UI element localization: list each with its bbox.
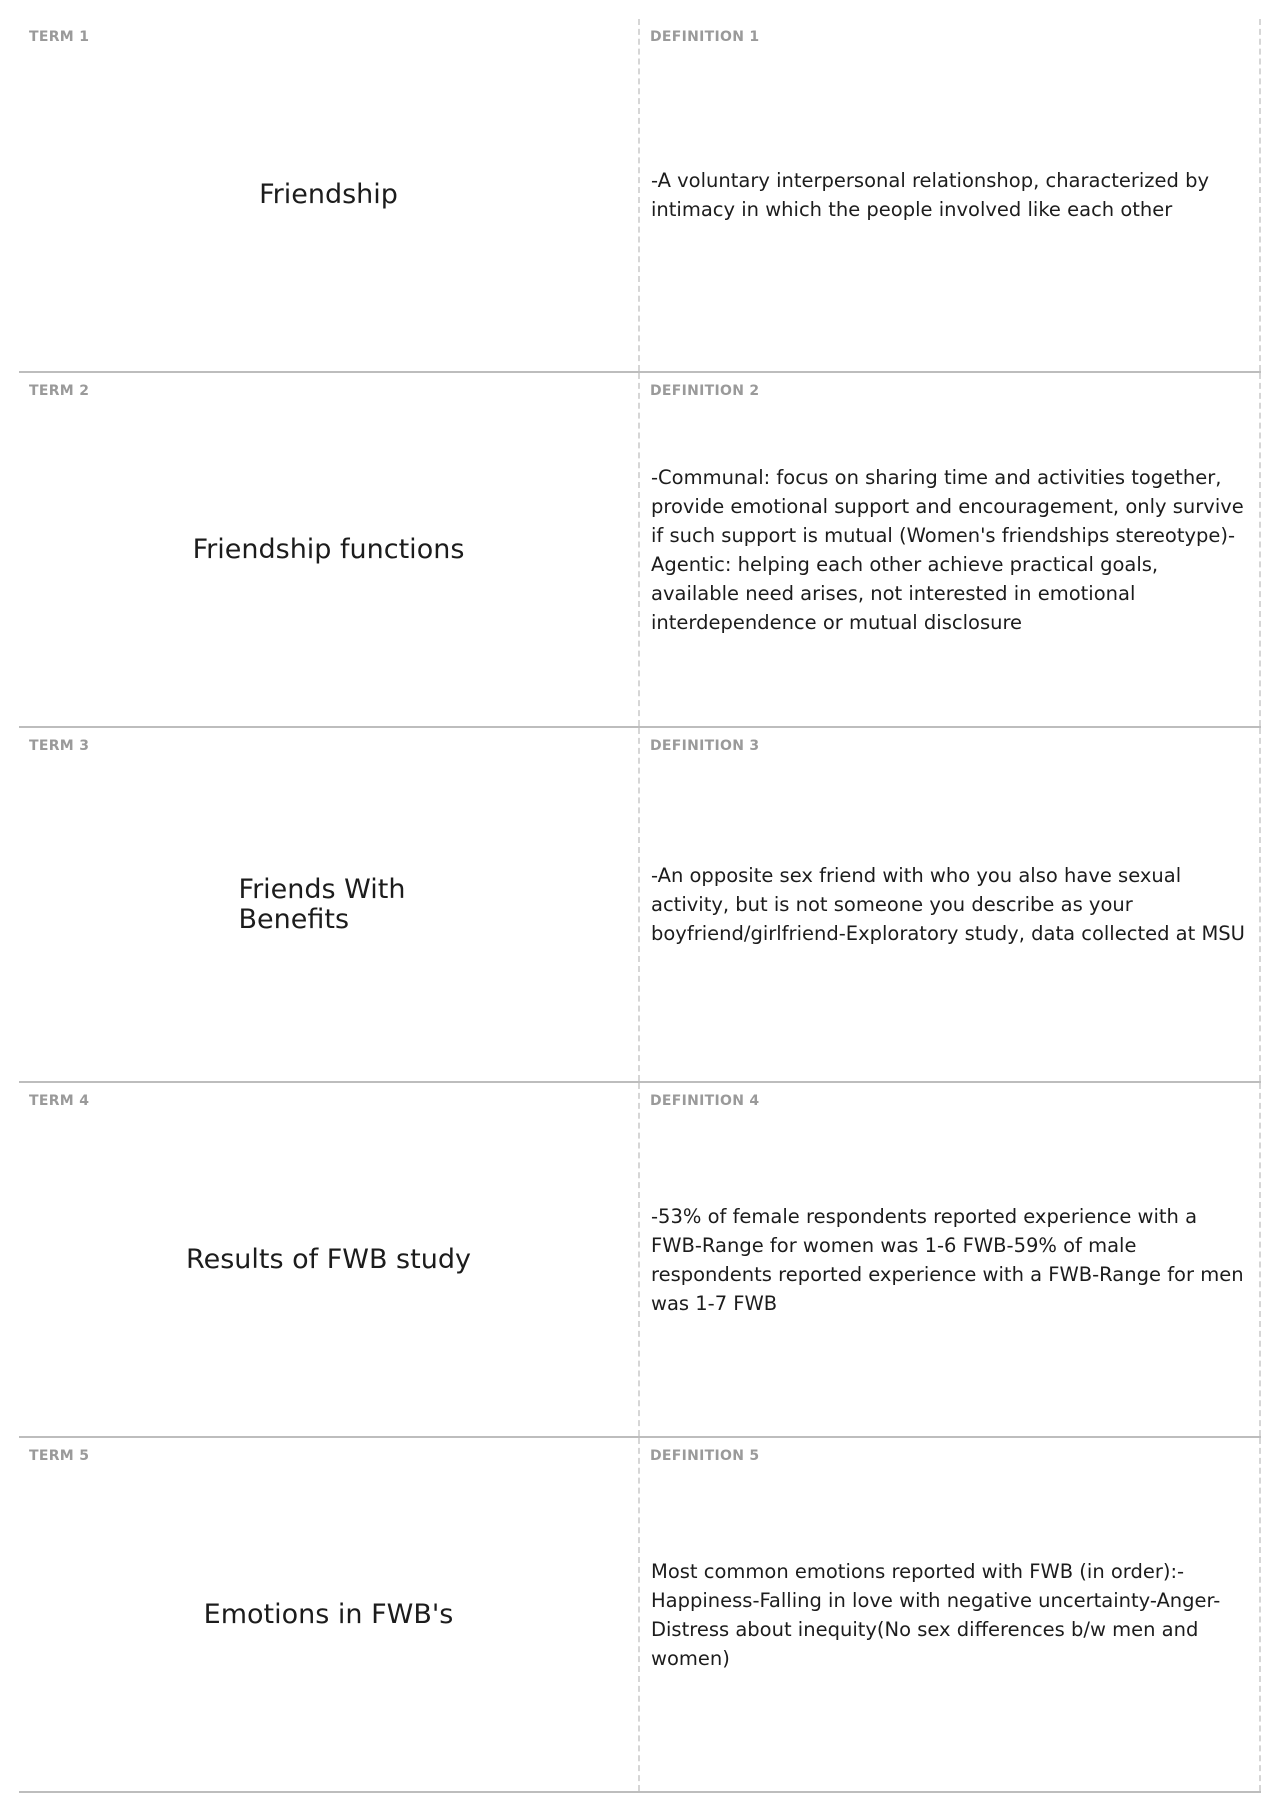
- flashcard-sheet: [19, 19, 1261, 1793]
- definition-label: DEFINITION 2: [650, 383, 760, 399]
- flashcard-row: [19, 373, 1261, 728]
- term-label: TERM 2: [29, 383, 90, 399]
- definition-label: DEFINITION 4: [650, 1093, 760, 1109]
- term-cell: [19, 1083, 640, 1436]
- definition-label: DEFINITION 1: [650, 29, 760, 45]
- definition-text: -Communal: focus on sharing time and activities together, provide emotional support and encouragement, only survive if such support is mutual (Women's friendships stereotype)-Agentic: helping each other achieve practical goals, available need arises, not interested in emotional interdependence or mutual disclosure: [651, 465, 1244, 634]
- flashcard-row: [19, 1438, 1261, 1793]
- term-text: Friends With Benefits: [238, 873, 406, 935]
- definition-cell: [640, 728, 1261, 1081]
- term-cell: [19, 728, 640, 1081]
- term-label: TERM 3: [29, 738, 90, 754]
- flashcard-row: [19, 19, 1261, 373]
- definition-label: DEFINITION 5: [650, 1448, 760, 1464]
- definition-cell: [640, 373, 1261, 726]
- term-text: Friendship functions: [192, 533, 465, 565]
- term-text: Friendship: [259, 179, 398, 210]
- term-cell: [19, 19, 640, 371]
- term-cell: [19, 373, 640, 726]
- flashcard-row: [19, 728, 1261, 1083]
- definition-cell: [640, 1438, 1261, 1791]
- definition-label: DEFINITION 3: [650, 738, 760, 754]
- definition-text: -A voluntary interpersonal relationshop, characterized by intimacy in which the people involved like each other: [651, 169, 1209, 221]
- definition-text: -An opposite sex friend with who you also have sexual activity, but is not someone you describe as your boyfriend/girlfriend-Exploratory study, data collected at MSU: [651, 864, 1245, 945]
- definition-text: -53% of female respondents reported experience with a FWB-Range for women was 1-6 FWB-59% of male respondents reported experience with a FWB-Range for men was 1-7 FWB: [651, 1204, 1244, 1315]
- term-label: TERM 5: [29, 1448, 90, 1464]
- term-label: TERM 1: [29, 29, 90, 45]
- definition-cell: [640, 1083, 1261, 1436]
- term-text: Emotions in FWB's: [203, 1598, 454, 1630]
- term-label: TERM 4: [29, 1093, 90, 1109]
- flashcard-row: [19, 1083, 1261, 1438]
- definition-cell: [640, 19, 1261, 371]
- definition-text: Most common emotions reported with FWB (in order):-Happiness-Falling in love with negative uncertainty-Anger-Distress about inequity(No sex differences b/w men and women): [651, 1559, 1221, 1670]
- term-text: Results of FWB study: [186, 1243, 471, 1275]
- term-cell: [19, 1438, 640, 1791]
